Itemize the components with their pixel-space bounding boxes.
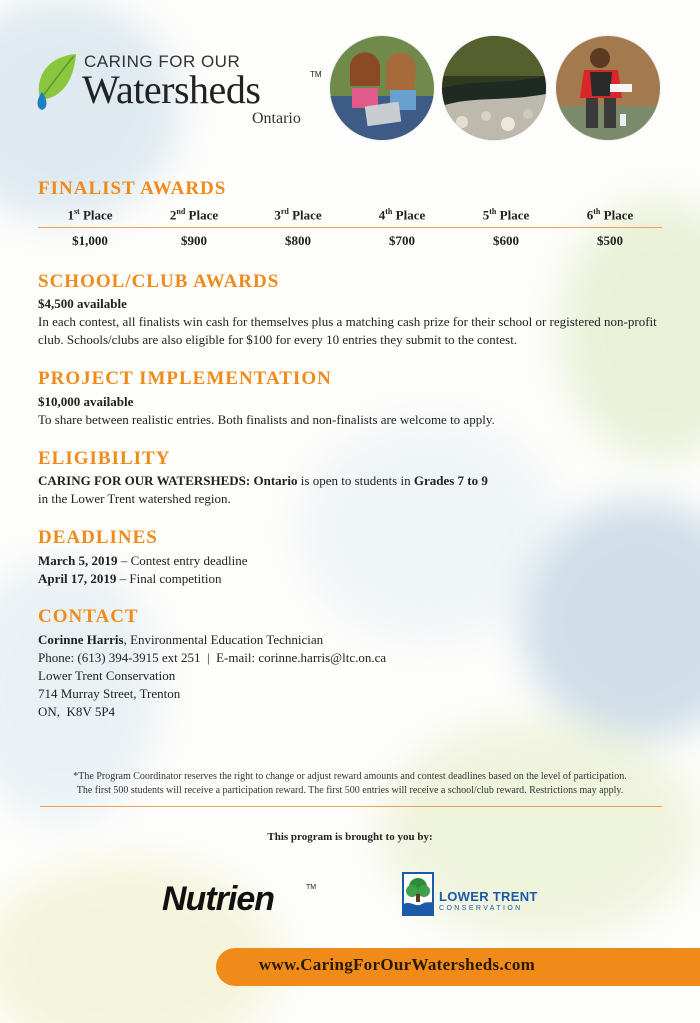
contact-name: Corinne Harris — [38, 632, 124, 647]
finalist-awards-table — [38, 207, 662, 249]
eligibility-grades: Grades 7 to 9 — [413, 473, 488, 488]
place-4-label: 4th Place — [378, 207, 426, 223]
contact-title: , Environmental Education Technician — [123, 632, 324, 647]
place-1-amount: $1,000 — [72, 233, 108, 249]
place-3-amount: $800 — [285, 233, 311, 249]
contact-city: ON, K8V 5P4 — [38, 704, 116, 719]
contact-heading: CONTACT — [38, 606, 139, 627]
eligibility-text: is open to students in — [297, 473, 414, 488]
nutrien-trademark: TM — [306, 884, 317, 891]
school-club-body: In each contest, all finalists win cash for themselves plus a matching cash prize for their school or registered non-profit club. Schools/clubs are also eligible for $100 for every 10 entries they submit to the contest. — [38, 314, 657, 347]
school-club-heading: SCHOOL/CLUB AWARDS — [38, 271, 280, 292]
deadlines-heading: DEADLINES — [38, 527, 158, 548]
photo-students-laptop — [330, 36, 434, 140]
place-5-label: 5th Place — [482, 207, 530, 223]
awards-amount-row — [38, 228, 662, 249]
eligibility-section — [38, 472, 668, 508]
photo-river-stream — [442, 36, 546, 140]
project-heading: PROJECT IMPLEMENTATION — [38, 368, 332, 389]
lower-trent-subtitle: CONSERVATION — [439, 905, 523, 912]
website-link[interactable]: www.CaringForOurWatersheds.com — [258, 955, 536, 974]
place-3-label: 3rd Place — [274, 207, 322, 223]
caring-for-our-watersheds-logo — [34, 48, 324, 128]
logo-line1: CARING FOR OUR — [84, 52, 241, 71]
sponsors-heading: This program is brought to you by: — [267, 831, 433, 843]
footnote-divider — [40, 806, 662, 807]
contact-phone-email: Phone: (613) 394-3915 ext 251 | E-mail: corinne.harris@ltc.on.ca — [38, 650, 387, 665]
place-6-amount: $500 — [597, 233, 623, 249]
place-6-label: 6th Place — [586, 207, 634, 223]
logo-line2: Watersheds — [82, 67, 261, 112]
nutrien-logo: Nutrien — [162, 880, 274, 918]
eligibility-region: in the Lower Trent watershed region. — [38, 491, 231, 506]
footnote-line1: *The Program Coordinator reserves the right to change or adjust reward amounts and contest deadlines based on the level of participation. — [73, 771, 627, 782]
deadlines-section — [38, 552, 668, 588]
footnote-line2: The first 500 students will receive a participation reward. The first 500 entries will receive a school/club reward. Restrictions may apply. — [76, 785, 624, 796]
eligibility-program: CARING FOR OUR WATERSHEDS: Ontario — [38, 473, 298, 488]
contact-org: Lower Trent Conservation — [38, 668, 176, 683]
eligibility-heading: ELIGIBILITY — [38, 448, 171, 469]
awards-header-row — [38, 207, 662, 228]
footnote — [30, 770, 670, 798]
school-club-available: $4,500 available — [38, 296, 127, 311]
place-4-amount: $700 — [389, 233, 415, 249]
project-section — [38, 393, 668, 429]
place-2-label: 2nd Place — [169, 207, 219, 223]
contact-street: 714 Murray Street, Trenton — [38, 686, 181, 701]
contact-section — [38, 631, 668, 721]
lower-trent-tree-icon — [402, 872, 434, 916]
deadline-item: April 17, 2019 – Final competition — [38, 571, 222, 586]
project-available: $10,000 available — [38, 394, 134, 409]
place-2-amount: $900 — [181, 233, 207, 249]
finalist-awards-heading: FINALIST AWARDS — [38, 178, 227, 199]
place-1-label: 1st Place — [67, 207, 113, 223]
photo-student-sampling — [556, 36, 660, 140]
project-body: To share between realistic entries. Both finalists and non-finalists are welcome to apply. — [38, 412, 495, 427]
leaf-drop-icon — [34, 52, 78, 112]
logo-line3: Ontario — [252, 110, 301, 127]
deadline-item: March 5, 2019 – Contest entry deadline — [38, 553, 248, 568]
school-club-section — [38, 295, 668, 349]
logo-trademark: TM — [310, 70, 322, 79]
place-5-amount: $600 — [493, 233, 519, 249]
lower-trent-name: LOWER TRENT — [439, 889, 538, 904]
